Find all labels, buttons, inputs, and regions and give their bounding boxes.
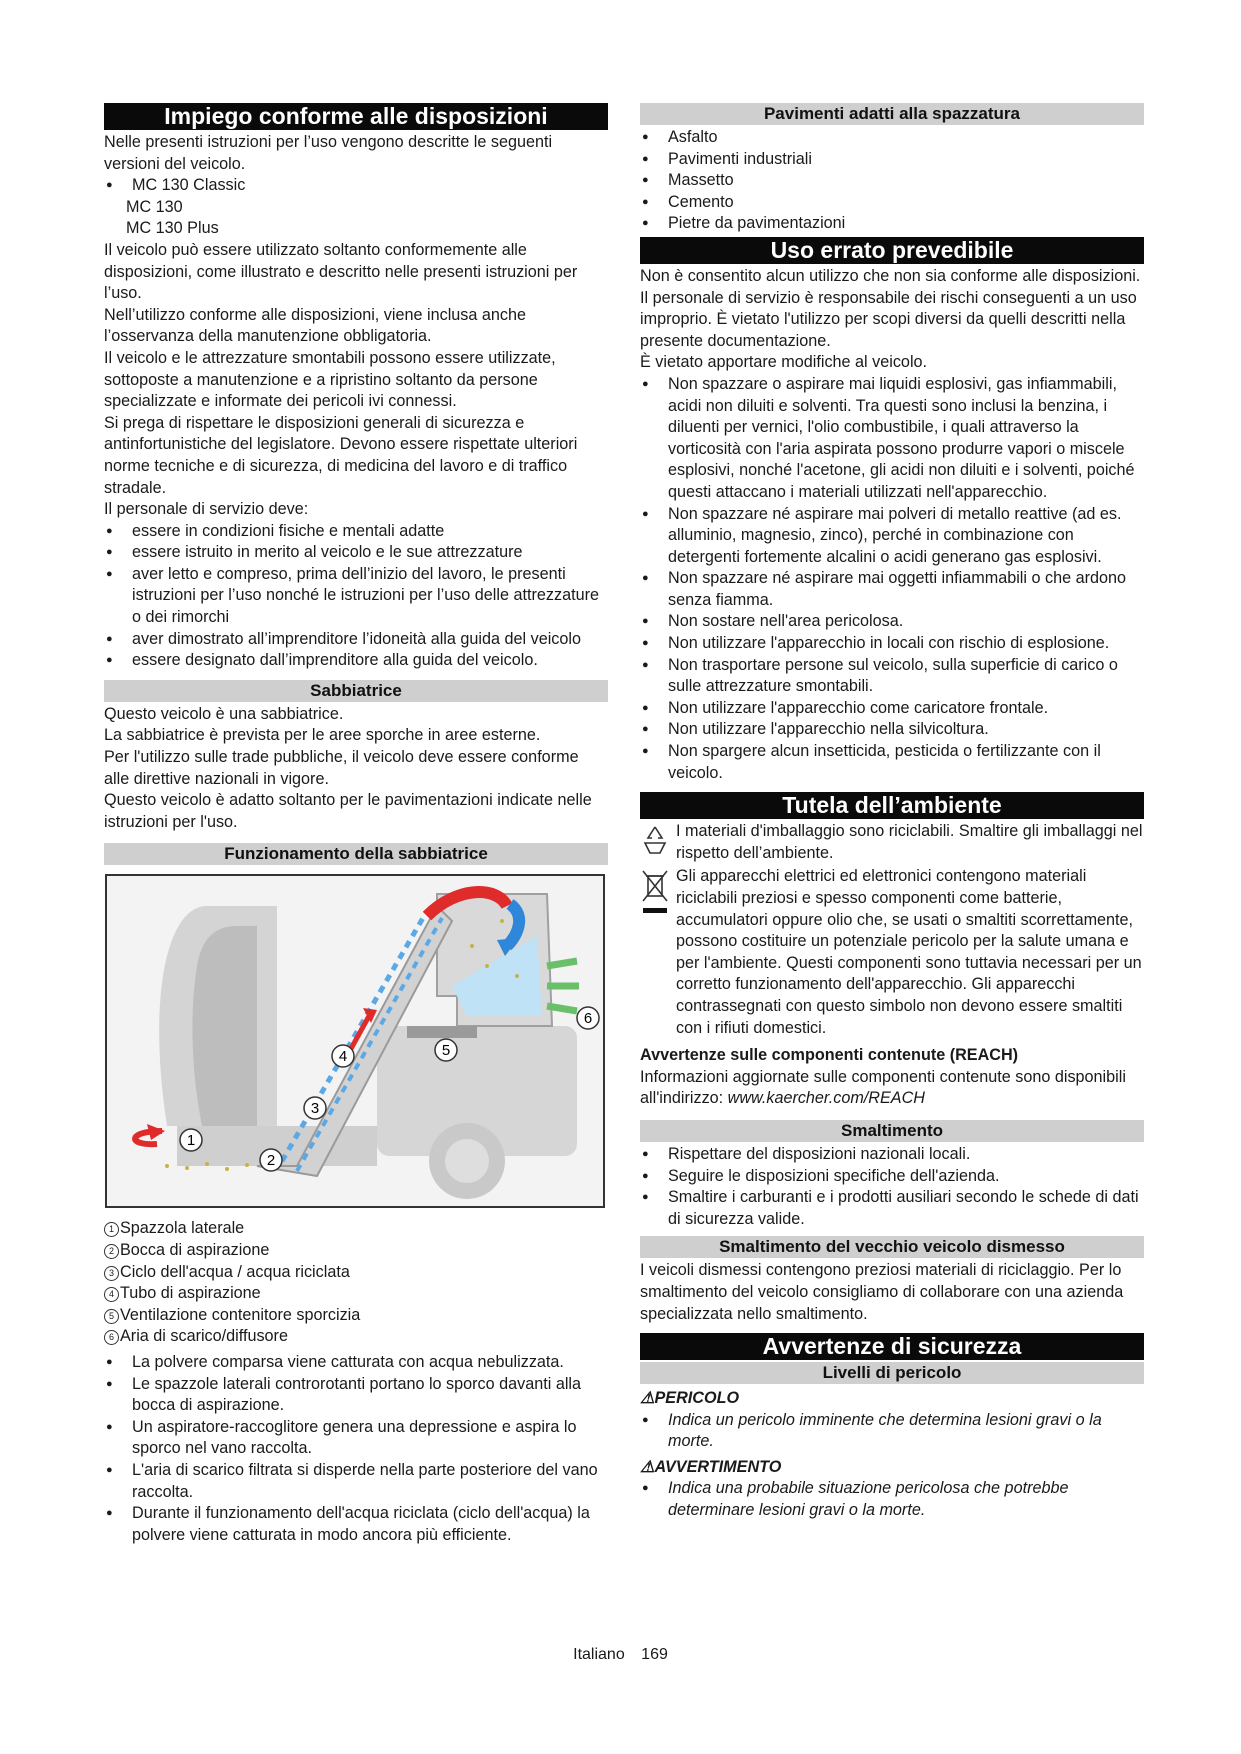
right-column (640, 103, 1144, 1522)
list-item: ● Asfalto (640, 127, 1144, 149)
heading-sabbiatrice: Sabbiatrice (104, 680, 608, 702)
reach-link[interactable]: www.kaercher.com/REACH (727, 1089, 925, 1108)
list-item: ● Pietre da pavimentazioni (640, 213, 1144, 235)
legend-item (104, 1262, 608, 1284)
list-item: ● essere designato dall’imprenditore alla guida del veicolo. (104, 650, 608, 672)
list-item: ● Non spazzare o aspirare mai liquidi esplosivi, gas infiammabili, acidi non diluiti e solventi. Tra questi sono inclusi la benzina, i diluenti per vernici, l'olio combustibile, i quali attraverso la vorticosità con l'aria aspirata possono produrre vapori o miscele esplosivi, nonché l'acetone, gli acidi non diluiti e i solventi, poiché questi attaccano i materiali utilizzati nell'apparecchio. (640, 374, 1144, 504)
legend-item (104, 1305, 608, 1327)
heading-livelli: Livelli di pericolo (640, 1362, 1144, 1384)
exhaust-air-arrow (547, 1006, 577, 1011)
heading-impiego: Impiego conforme alle disposizioni (104, 103, 608, 130)
reach-text: Informazioni aggiornate sulle componenti contenute sono disponibili all'indirizzo: (640, 1067, 1126, 1108)
list-item: ● Smaltire i carburanti e i prodotti ausiliari secondo le schede di dati di sicurezza valide. (640, 1187, 1144, 1230)
legend-item (104, 1326, 608, 1348)
list-item: ● Un aspiratore-raccoglitore genera una depressione e aspira lo sporco nel vano raccolta. (104, 1417, 608, 1460)
uso-errato-paragraph: È vietato apportare modifiche al veicolo. (640, 353, 928, 372)
list-item: ● Le spazzole laterali controrotanti portano lo sporco davanti alla bocca di aspirazione. (104, 1374, 608, 1417)
callout-3-label: 3 (310, 1100, 320, 1118)
uso-errato-list (640, 374, 1144, 784)
sabbiatrice-paragraph: Questo veicolo è adatto soltanto per le pavimentazioni indicate nelle istruzioni per l'uso. (104, 791, 592, 831)
legend-number: 2 (104, 1244, 119, 1259)
funzionamento-list (104, 1352, 608, 1546)
sabbiatrice-paragraph: Questo veicolo è una sabbiatrice. (104, 704, 344, 723)
recycling-text: I materiali d'imballaggio sono riciclabili. Smaltire gli imballaggi nel rispetto dell’ambiente. (676, 822, 1143, 862)
impiego-paragraph: Il veicolo e le attrezzature smontabili possono essere utilizzate, sottoposte a manutenzione e a ripristino soltanto da persone specializzate e informate dei pericoli ivi connessi. (104, 348, 556, 411)
avvertimento-list (640, 1478, 1144, 1521)
list-item: ● Seguire le disposizioni specifiche dell'azienda. (640, 1166, 1144, 1188)
list-item: ● Rispettare del disposizioni nazionali locali. (640, 1144, 1144, 1166)
legend-item (104, 1283, 608, 1305)
pericolo-list (640, 1410, 1144, 1453)
list-item: ● essere in condizioni fisiche e mentali adatte (104, 521, 608, 543)
heading-ambiente: Tutela dell’ambiente (640, 792, 1144, 819)
list-item: ● Non utilizzare l'apparecchio in locali con rischio di esplosione. (640, 633, 1144, 655)
legend-text: Ventilazione contenitore sporcizia (120, 1305, 361, 1324)
vecchio-paragraph: I veicoli dismessi contengono preziosi materiali di riciclaggio. Per lo smaltimento del veicolo consigliamo di collaborare con una azienda specializzata nello smaltimento. (640, 1261, 1124, 1323)
brush-rotation-arrowhead (147, 1124, 165, 1140)
legend-number: 6 (104, 1330, 119, 1345)
impiego-intro: Nelle presenti istruzioni per l’uso vengono descritte le seguenti versioni del veicolo. (104, 133, 553, 173)
list-item: ● Non trasportare persone sul veicolo, sulla superficie di carico o sulle attrezzature smontabili. (640, 655, 1144, 698)
list-item: ● Non spargere alcun insetticida, pesticida o fertilizzante con il veicolo. (640, 741, 1144, 784)
pericolo-label: ⚠PERICOLO (640, 1389, 740, 1408)
exhaust-air-arrow (547, 961, 577, 966)
footer-language: Italiano (573, 1646, 625, 1663)
legend-number: 1 (104, 1222, 119, 1237)
legend-text: Tubo di aspirazione (120, 1284, 261, 1303)
sabbiatrice-paragraph: La sabbiatrice è prevista per le aree sporche in aree esterne. (104, 726, 541, 745)
list-item: ● aver letto e compreso, prima dell’inizio del lavoro, le presenti istruzioni per l’uso nonché le istruzioni per l’uso delle attrezzature o dei rimorchi (104, 564, 608, 629)
legend-text: Ciclo dell'acqua / acqua riciclata (120, 1262, 350, 1281)
reach-title: Avvertenze sulle componenti contenute (REACH) (640, 1046, 1019, 1065)
smaltimento-list (640, 1144, 1144, 1230)
sweeper-diagram (105, 874, 605, 1208)
container-vent (407, 1026, 477, 1038)
heading-smaltimento: Smaltimento (640, 1120, 1144, 1142)
avvertimento-label: ⚠AVVERTIMENTO (640, 1457, 782, 1476)
page-number: 169 (641, 1646, 668, 1663)
legend-item (104, 1240, 608, 1262)
sabbiatrice-paragraph: Per l'utilizzo sulle trade pubbliche, il veicolo deve essere conforme alle direttive nazionali in vigore. (104, 748, 579, 788)
page-footer (0, 1644, 1241, 1666)
list-item: ● Massetto (640, 170, 1144, 192)
weee-text: Gli apparecchi elettrici ed elettronici contengono materiali riciclabili preziosi e spesso componenti come batterie, accumulatori oppure olio che, se usati o smaltiti scorrettamente, possono costituire un potenziale pericolo per la salute umana e per l'ambiente. Questi componenti sono tuttavia necessari per un corretto funzionamento dell'apparecchio. Gli apparecchi contrassegnati con questo simbolo non devono essere smaltiti con i rifiuti domestici. (676, 867, 1142, 1037)
model-list (104, 175, 608, 197)
pavimenti-list (640, 127, 1144, 235)
list-item: ● Non spazzare né aspirare mai polveri di metallo reattive (ad es. alluminio, magnesio, zinco), perché in combinazione con detergenti fortemente alcalini o acidi generano gas esplosivi. (640, 504, 1144, 569)
heading-sicurezza: Avvertenze di sicurezza (640, 1333, 1144, 1360)
impiego-paragraph: Nell’utilizzo conforme alle disposizioni, viene inclusa anche l’osservanza della manutenzione obbligatoria. (104, 305, 526, 346)
list-item: ● La polvere comparsa viene catturata con acqua nebulizzata. (104, 1352, 608, 1374)
list-item: ● Non spazzare né aspirare mai oggetti infiammabili o che ardono senza fiamma. (640, 568, 1144, 611)
rear-wheel-hub (445, 1139, 489, 1183)
legend-number: 4 (104, 1287, 119, 1302)
callout-2-label: 2 (266, 1152, 276, 1170)
callout-6-label: 6 (583, 1010, 593, 1028)
recycling-note (640, 821, 1144, 864)
callout-1-label: 1 (186, 1132, 196, 1150)
list-item: ● Non utilizzare l'apparecchio come caricatore frontale. (640, 698, 1144, 720)
heading-uso-errato: Uso errato prevedibile (640, 237, 1144, 264)
list-item: ● essere istruito in merito al veicolo e le sue attrezzature (104, 542, 608, 564)
sweeper-illustration (107, 876, 603, 1206)
list-item: ● Indica una probabile situazione pericolosa che potrebbe determinare lesioni gravi o la morte. (640, 1478, 1144, 1521)
crossed-bin-icon (640, 868, 670, 918)
recycle-icon (640, 823, 670, 859)
heading-vecchio-veicolo: Smaltimento del vecchio veicolo dismesso (640, 1236, 1144, 1258)
left-column (104, 103, 608, 1546)
uso-errato-paragraph: Il personale di servizio è responsabile dei rischi conseguenti a un uso improprio. È vietato l'utilizzo per scopi diversi da quelli descritti nella presente documentazione. (640, 288, 1137, 350)
heading-funzionamento: Funzionamento della sabbiatrice (104, 843, 608, 865)
list-item: ● L'aria di scarico filtrata si disperde nella parte posteriore del vano raccolta. (104, 1460, 608, 1503)
model-item: ● MC 130 Classic (104, 175, 608, 197)
list-item: ● Pavimenti industriali (640, 149, 1144, 171)
weee-note (640, 866, 1144, 1039)
list-item: ● Non sostare nell'area pericolosa. (640, 611, 1144, 633)
model-item: MC 130 Plus (126, 219, 219, 238)
list-item: ● Indica un pericolo imminente che determina lesioni gravi o la morte. (640, 1410, 1144, 1453)
diagram-legend (104, 1218, 608, 1348)
legend-number: 3 (104, 1266, 119, 1281)
legend-number: 5 (104, 1309, 119, 1324)
legend-text: Spazzola laterale (120, 1219, 245, 1238)
list-item: ● aver dimostrato all’imprenditore l’idoneità alla guida del veicolo (104, 629, 608, 651)
model-item: MC 130 (126, 197, 183, 216)
list-item: ● Durante il funzionamento dell'acqua riciclata (ciclo dell'acqua) la polvere viene catturata in modo ancora più efficiente. (104, 1503, 608, 1546)
legend-item (104, 1218, 608, 1240)
personale-list (104, 521, 608, 672)
legend-text: Aria di scarico/diffusore (120, 1327, 288, 1346)
vehicle-window-shape (192, 926, 257, 1126)
impiego-paragraph: Il personale di servizio deve: (104, 500, 309, 519)
list-item: ● Cemento (640, 192, 1144, 214)
impiego-paragraph: Si prega di rispettare le disposizioni generali di sicurezza e antinfortunistiche del legislatore. Devono essere rispettate ulteriori norme tecniche e di sicurezza, di medicina del lavoro e di traffico stradale. (104, 413, 578, 497)
uso-errato-paragraph: Non è consentito alcun utilizzo che non sia conforme alle disposizioni. (640, 266, 1141, 285)
list-item: ● Non utilizzare l'apparecchio nella silvicoltura. (640, 719, 1144, 741)
reach-paragraph (640, 1067, 1144, 1110)
heading-pavimenti: Pavimenti adatti alla spazzatura (640, 103, 1144, 125)
callout-4-label: 4 (338, 1048, 348, 1066)
legend-text: Bocca di aspirazione (120, 1241, 270, 1259)
impiego-paragraph: Il veicolo può essere utilizzato soltanto conformemente alle disposizioni, come illustrato e descritto nelle presenti istruzioni per l’uso. (104, 240, 578, 303)
callout-5-label: 5 (441, 1042, 451, 1060)
